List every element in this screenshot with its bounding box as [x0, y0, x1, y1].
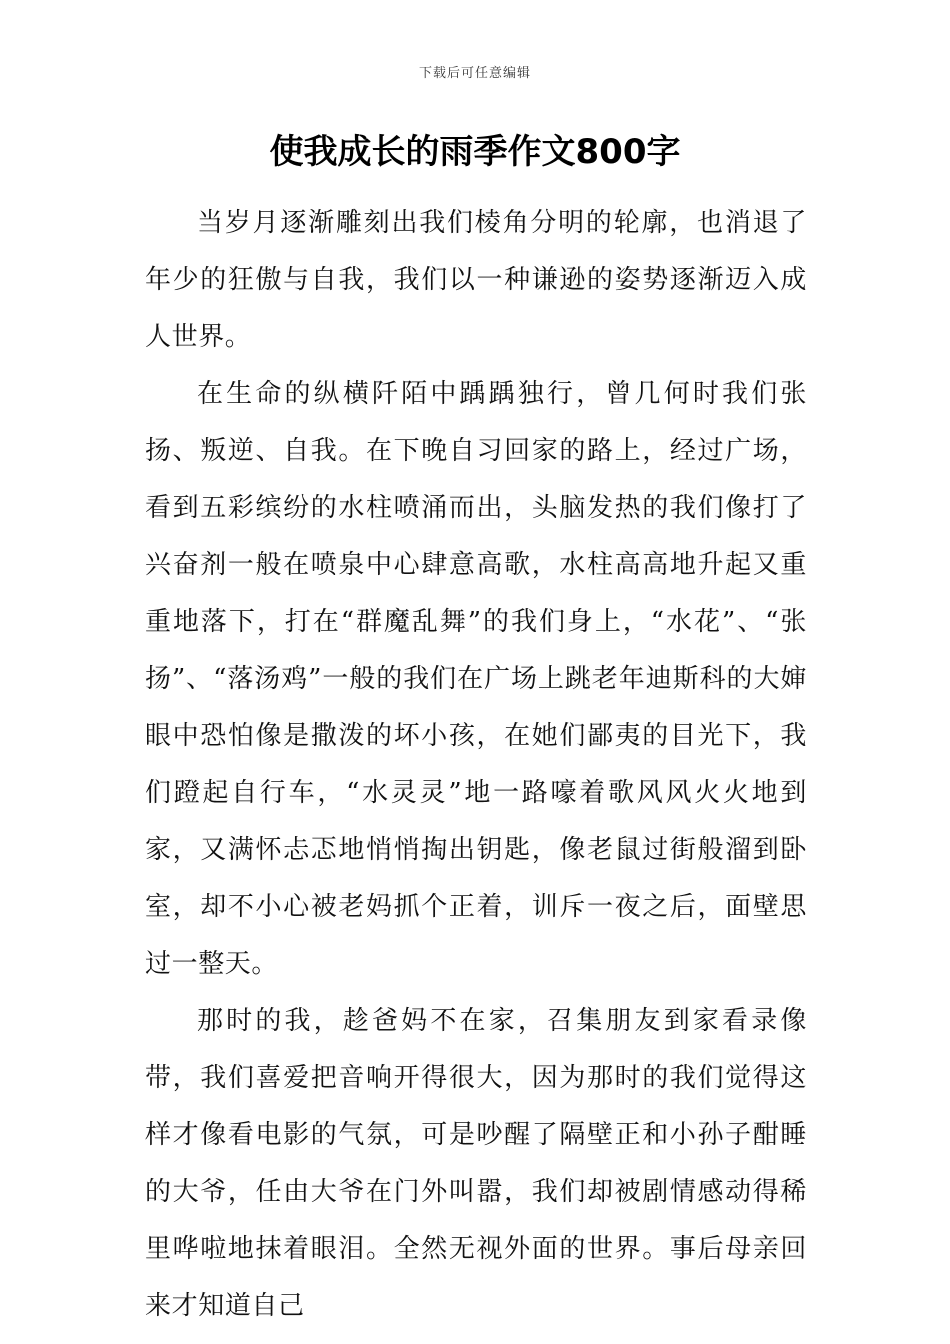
paragraph-3: 那时的我，趁爸妈不在家，召集朋友到家看录像带，我们喜爱把音响开得很大，因为那时的我们觉得这样才像看电影的气氛，可是吵醒了隔壁正和小孙子酣睡的大爷，任由大爷在门外叫嚣，我们却被剧情感动得稀里哗啦地抹着眼泪。全然无视外面的世界。事后母亲回来才知道自己: [145, 1006, 807, 1321]
header-note: 下载后可任意编辑: [418, 66, 531, 81]
article-body: [145, 195, 807, 1335]
paragraph-1: 当岁月逐渐雕刻出我们棱角分明的轮廓，也消退了年少的狂傲与自我，我们以一种谦逊的姿势逐渐迈入成人世界。: [145, 208, 807, 352]
paragraph-2: 在生命的纵横阡陌中踽踽独行，曾几何时我们张扬、叛逆、自我。在下晚自习回家的路上，经过广场，看到五彩缤纷的水柱喷涌而出，头脑发热的我们像打了兴奋剂一般在喷泉中心肆意高歌，水柱高高地升起又重重地落下，打在“群魔乱舞”的我们身上，“水花”、“张扬”、“落汤鸡”一般的我们在广场上跳老年迪斯科的大婶眼中恐怕像是撒泼的坏小孩，在她们鄙夷的目光下，我们蹬起自行车，“水灵灵”地一路嚎着歌风风火火地到家，又满怀忐忑地悄悄掏出钥匙，像老鼠过街般溜到卧室，却不小心被老妈抓个正着，训斥一夜之后，面壁思过一整天。: [145, 379, 807, 979]
page-title: 使我成长的雨季作文800字: [269, 132, 681, 172]
